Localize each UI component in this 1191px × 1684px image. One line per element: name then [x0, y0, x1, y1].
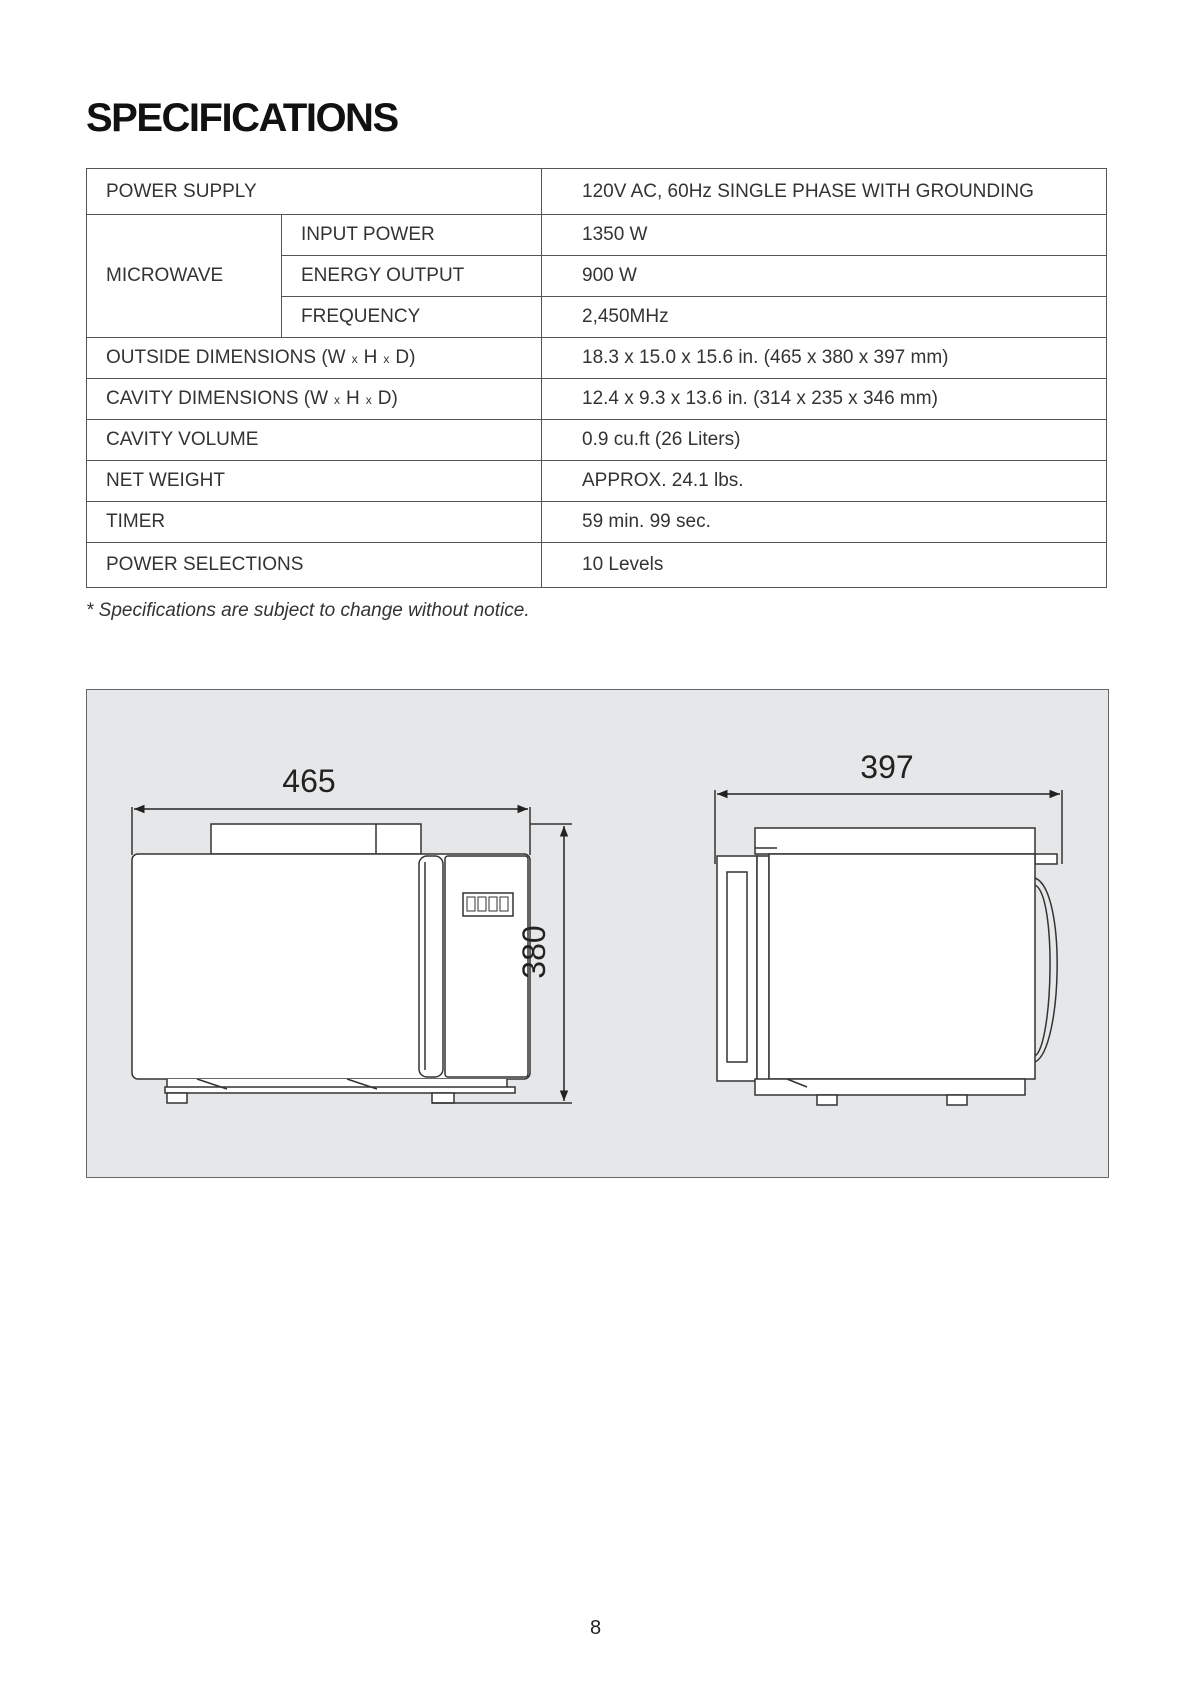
cavity-dimensions-value: 12.4 x 9.3 x 13.6 in. (314 x 235 x 346 mm): [542, 379, 1107, 420]
times-symbol: x: [351, 352, 358, 366]
outside-dimensions-label: [87, 338, 542, 379]
cavity-volume-label: CAVITY VOLUME: [87, 420, 542, 461]
timer-value: 59 min. 99 sec.: [542, 502, 1107, 543]
table-row: [87, 338, 1107, 379]
times-symbol: x: [383, 352, 390, 366]
front-view: [132, 807, 572, 1103]
energy-output-label: ENERGY OUTPUT: [282, 256, 542, 297]
power-selections-value: 10 Levels: [542, 543, 1107, 588]
depth-suffix: D): [395, 347, 416, 368]
net-weight-value: APPROX. 24.1 lbs.: [542, 461, 1107, 502]
timer-label: TIMER: [87, 502, 542, 543]
cavity-volume-value: 0.9 cu.ft (26 Liters): [542, 420, 1107, 461]
input-power-value: 1350 W: [542, 215, 1107, 256]
frequency-label: FREQUENCY: [282, 297, 542, 338]
power-selections-label: POWER SELECTIONS: [87, 543, 542, 588]
dimension-diagram: [86, 689, 1109, 1178]
page-title: SPECIFICATIONS: [86, 96, 398, 140]
input-power-label: INPUT POWER: [282, 215, 542, 256]
table-row: [87, 215, 1107, 256]
specifications-table: [86, 168, 1107, 588]
table-row: [87, 543, 1107, 588]
specifications-note: * Specifications are subject to change without notice.: [86, 600, 530, 621]
depth-suffix: D): [377, 388, 398, 409]
table-row: [87, 420, 1107, 461]
depth-dimension-label: 397: [860, 749, 914, 785]
energy-output-value: 900 W: [542, 256, 1107, 297]
power-supply-label: POWER SUPPLY: [87, 169, 542, 215]
outside-dimensions-value: 18.3 x 15.0 x 15.6 in. (465 x 380 x 397 mm): [542, 338, 1107, 379]
frequency-value: 2,450MHz: [542, 297, 1107, 338]
table-row: [87, 461, 1107, 502]
cavity-dimensions-label: [87, 379, 542, 420]
microwave-label: MICROWAVE: [87, 215, 282, 338]
width-dimension-label: 465: [282, 763, 336, 799]
cavity-dimensions-prefix: CAVITY DIMENSIONS (W: [106, 388, 329, 409]
table-row: [87, 379, 1107, 420]
outside-dimensions-prefix: OUTSIDE DIMENSIONS (W: [106, 347, 346, 368]
power-supply-value: 120V AC, 60Hz SINGLE PHASE WITH GROUNDING: [542, 169, 1107, 215]
height-letter: H: [363, 347, 378, 368]
height-letter: H: [346, 388, 360, 409]
table-row: [87, 169, 1107, 215]
side-view: [715, 790, 1062, 1105]
height-dimension-label: 380: [516, 925, 552, 979]
times-symbol: x: [365, 393, 372, 407]
page-number: 8: [589, 1617, 602, 1639]
net-weight-label: NET WEIGHT: [87, 461, 542, 502]
times-symbol: x: [334, 393, 341, 407]
dimension-drawing: [87, 690, 1108, 1177]
table-row: [87, 502, 1107, 543]
